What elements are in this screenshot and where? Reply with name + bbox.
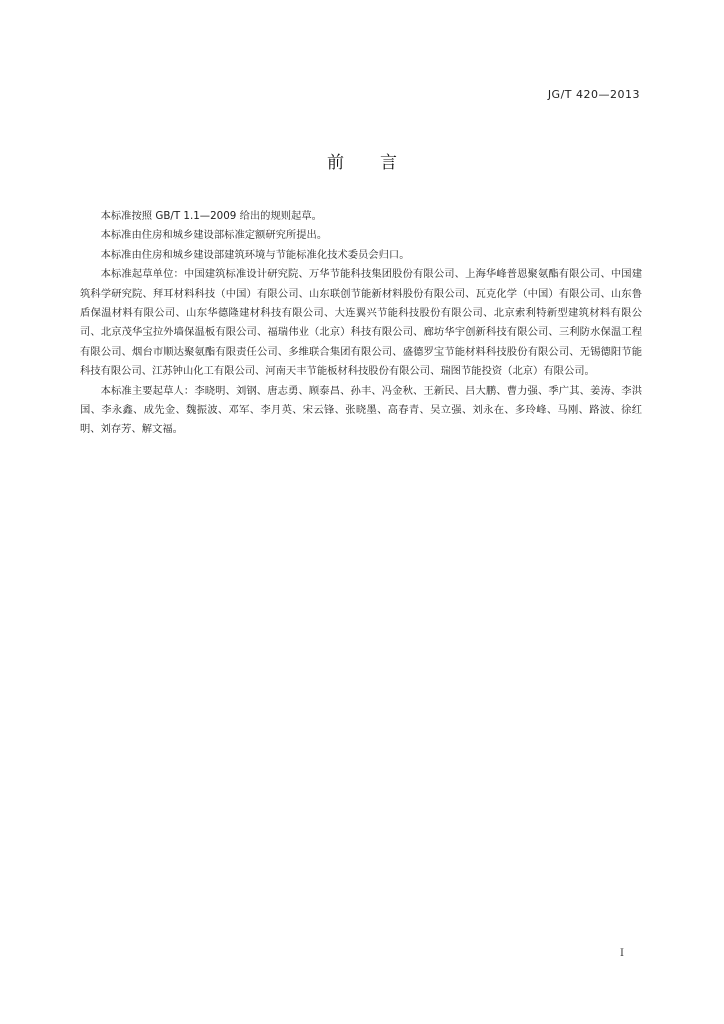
paragraph-drafting-units: 本标准起草单位：中国建筑标准设计研究院、万华节能科技集团股份有限公司、上海华峰普恩聚氨酯有限公司、中国建筑科学研究院、拜耳材料科技（中国）有限公司、山东联创节能新材料股份有限公司、瓦克化学（中国）有限公司、山东鲁盾保温材料有限公司、山东华德隆建材科技有限公司、大连翼兴节能科技股份有限公司、北京索利特新型建筑材料有限公司、北京茂华宝拉外墙保温板有限公司、福瑞伟业（北京）科技有限公司、廊坊华宇创新科技有限公司、三利防水保温工程有限公司、烟台市顺达聚氨酯有限责任公司、多维联合集团有限公司、盛德罗宝节能材料科技股份有限公司、无锡德阳节能科技有限公司、江苏钟山化工有限公司、河南天丰节能板材科技股份有限公司、瑞图节能投资（北京）有限公司。 [80, 268, 642, 378]
page-number: I [620, 948, 624, 959]
standard-code: JG/T 420—2013 [547, 88, 640, 101]
title-char-2: 言 [380, 153, 397, 173]
paragraph-proposer: 本标准由住房和城乡建设部标准定额研究所提出。 [100, 229, 328, 242]
page-title [0, 148, 724, 173]
paragraph-drafters: 本标准主要起草人：李晓明、刘钢、唐志勇、顾泰昌、孙丰、冯金秋、王新民、吕大鹏、曹力强、季广其、姜涛、李洪国、李永鑫、成先金、魏振波、邓军、李月英、宋云锋、张晓墨、高春青、吴立强、刘永在、多玲峰、马刚、路波、徐红明、刘存芳、解文福。 [80, 384, 642, 436]
paragraph-administrator: 本标准由住房和城乡建设部建筑环境与节能标准化技术委员会归口。 [100, 248, 410, 261]
title-char-1: 前 [327, 153, 344, 173]
paragraph-drafting-rules: 本标准按照 GB/T 1.1—2009 给出的规则起草。 [100, 210, 322, 222]
preface-body [80, 207, 642, 440]
